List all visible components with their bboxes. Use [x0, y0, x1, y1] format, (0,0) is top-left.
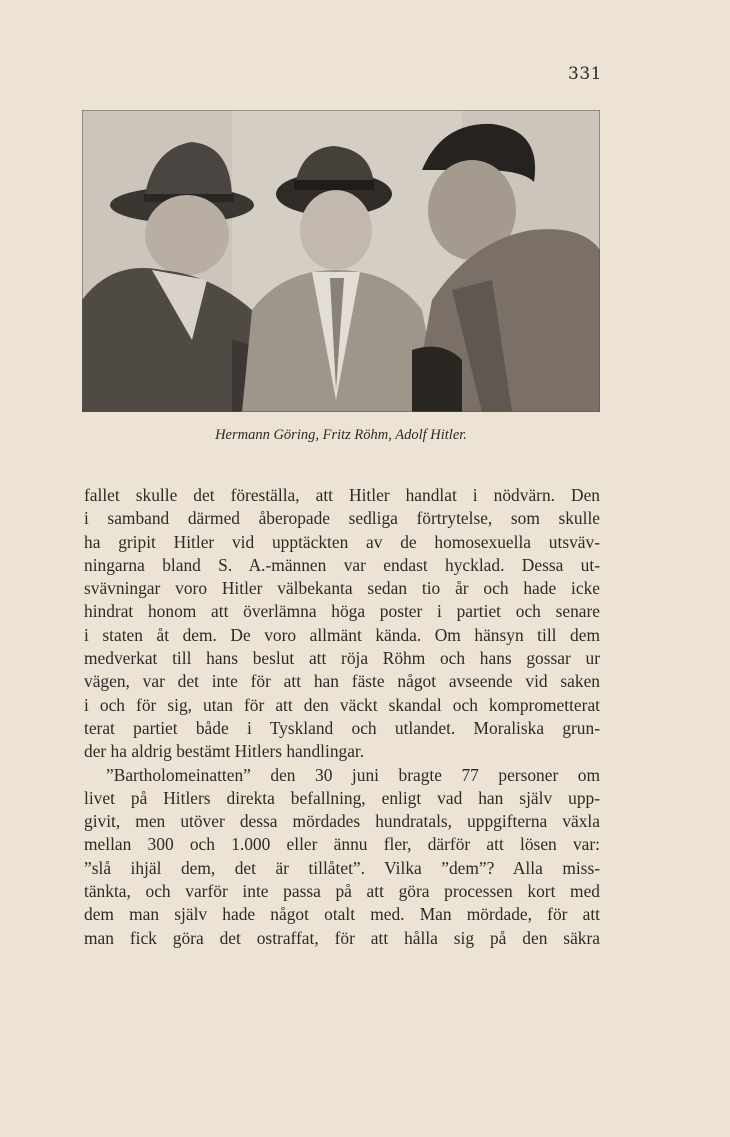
photograph: [82, 110, 600, 412]
text-line: i staten åt dem. De voro allmänt kända. Om hänsyn till dem: [84, 624, 600, 645]
text-line: ha gripit Hitler vid upptäckten av de homosexuella utsväv-: [84, 531, 600, 552]
text-line: der ha aldrig bestämt Hitlers handlingar.: [84, 741, 365, 762]
text-line: ”slå ihjäl dem, det är tillåtet”. Vilka ”dem”? Alla miss-: [84, 857, 600, 878]
text-line: fallet skulle det föreställa, att Hitler handlat i nödvärn. Den: [84, 485, 600, 505]
body-text: [84, 484, 600, 950]
text-line: livet på Hitlers direkta befallning, enligt vad han själv upp-: [84, 787, 600, 808]
text-line: givit, men utöver dessa mördades hundratals, uppgifterna växla: [84, 811, 600, 832]
text-line: medverkat till hans beslut att röja Röhm och hans gossar ur: [84, 648, 600, 669]
text-line: terat partiet både i Tyskland och utlandet. Moraliska grun-: [84, 717, 600, 738]
text-line: ”Bartholomeinatten” den 30 juni bragte 77 personer om: [106, 764, 600, 785]
text-line: man fick göra det ostraffat, för att hålla sig på den säkra: [84, 927, 600, 948]
text-line: tänkta, och varför inte passa på att göra processen kort med: [84, 881, 600, 902]
page-number: 331: [568, 64, 602, 84]
text-line: hindrat honom att överlämna höga poster i partiet och senare: [84, 601, 600, 622]
text-line: ningarna bland S. A.-männen var endast hycklad. Dessa ut-: [84, 554, 600, 575]
photo-caption: Hermann Göring, Fritz Röhm, Adolf Hitler.: [215, 427, 467, 443]
text-line: dem man själv hade något otalt med. Man mördade, för att: [84, 904, 600, 925]
text-line: vägen, var det inte för att han fäste något avseende vid saken: [84, 671, 600, 692]
text-line: svävningar voro Hitler välbekanta sedan tio år och hade icke: [84, 578, 600, 599]
text-line: i och för sig, utan för att den väckt skandal och komprometterat: [84, 694, 600, 715]
text-line: mellan 300 och 1.000 eller ännu fler, därför att lösen var:: [84, 834, 600, 855]
text-line: i samband därmed åberopade sedliga förtrytelse, som skulle: [84, 508, 600, 529]
